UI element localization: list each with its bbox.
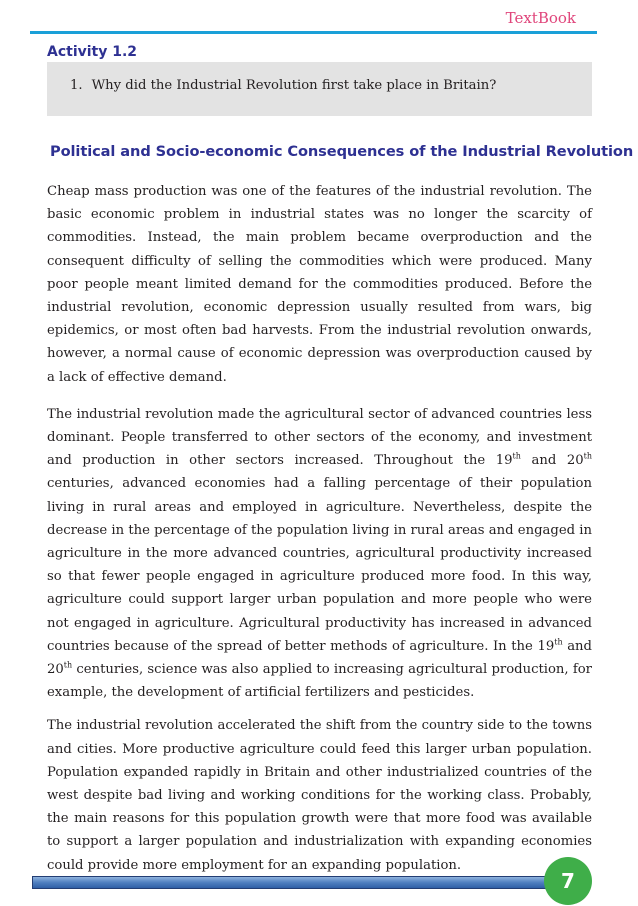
paragraph-3: The industrial revolution accelerated the shift from the country side to the towns and cities. More productive agriculture could feed this larger urban population. Population expanded rapidly in Britain and other industrialized countries of the west despite bad living and working conditions for the working class. Probably, the main reasons for this population growth were that more food was available to support a larger population and industrialization with expanding economies could provide more employment for an expanding population. <box>47 718 592 873</box>
activity-question <box>70 78 496 93</box>
p2-sup-4: th <box>63 660 73 670</box>
p2-sup-3: th <box>554 637 563 647</box>
header-rule <box>30 31 597 34</box>
textbook-label: TextBook <box>505 9 576 27</box>
p2-sup-2: th <box>583 451 592 461</box>
p2-part-d: and 20 <box>47 638 592 678</box>
footer-bar <box>32 876 548 889</box>
p2-part-a: The industrial revolution made the agricultural sector of advanced countries less dominant. People transferred to other sectors of the economy, and investment and production in other sectors increased. Throughout the 19 <box>47 406 592 469</box>
p2-part-b: and 20 <box>520 453 584 469</box>
paragraph-1: Cheap mass production was one of the features of the industrial revolution. The basic economic problem in industrial states was no longer the scarcity of commodities. Instead, the main problem became overproduction and the consequent difficulty of selling the commodities which were produced. Many poor people meant limited demand for the commodities produced. Before the industrial revolution, economic depression usually resulted from wars, big epidemics, or most often bad harvests. From the industrial revolution onwards, however, a normal cause of economic depression was overproduction caused by a lack of effective demand. <box>47 184 592 385</box>
activity-title: Activity 1.2 <box>47 44 138 60</box>
question-text: Why did the Industrial Revolution first take place in Britain? <box>91 78 497 93</box>
page-number-badge: 7 <box>544 857 592 905</box>
p2-part-c: centuries, advanced economies had a falling percentage of their population living in rural areas and employed in agriculture. Nevertheless, despite the decrease in the percentage of the population living in rural areas and engaged in agriculture in the more advanced countries, agricultural productivity increased so that fewer people engaged in agriculture produced more food. In this way, agriculture could support larger urban population and more people who were not engaged in agriculture. Agricultural productivity has increased in advanced countries because of the spread of better methods of agriculture. In the 19 <box>47 476 592 654</box>
p2-sup-1: th <box>512 451 521 461</box>
question-number: 1. <box>70 78 83 93</box>
p2-part-e: centuries, science was also applied to increasing agricultural production, for example, the development of artificial fertilizers and pesticides. <box>47 662 592 701</box>
body-text <box>47 180 592 887</box>
section-heading: Political and Socio-economic Consequences of the Industrial Revolution <box>50 143 634 160</box>
paragraph-2 <box>47 403 592 705</box>
